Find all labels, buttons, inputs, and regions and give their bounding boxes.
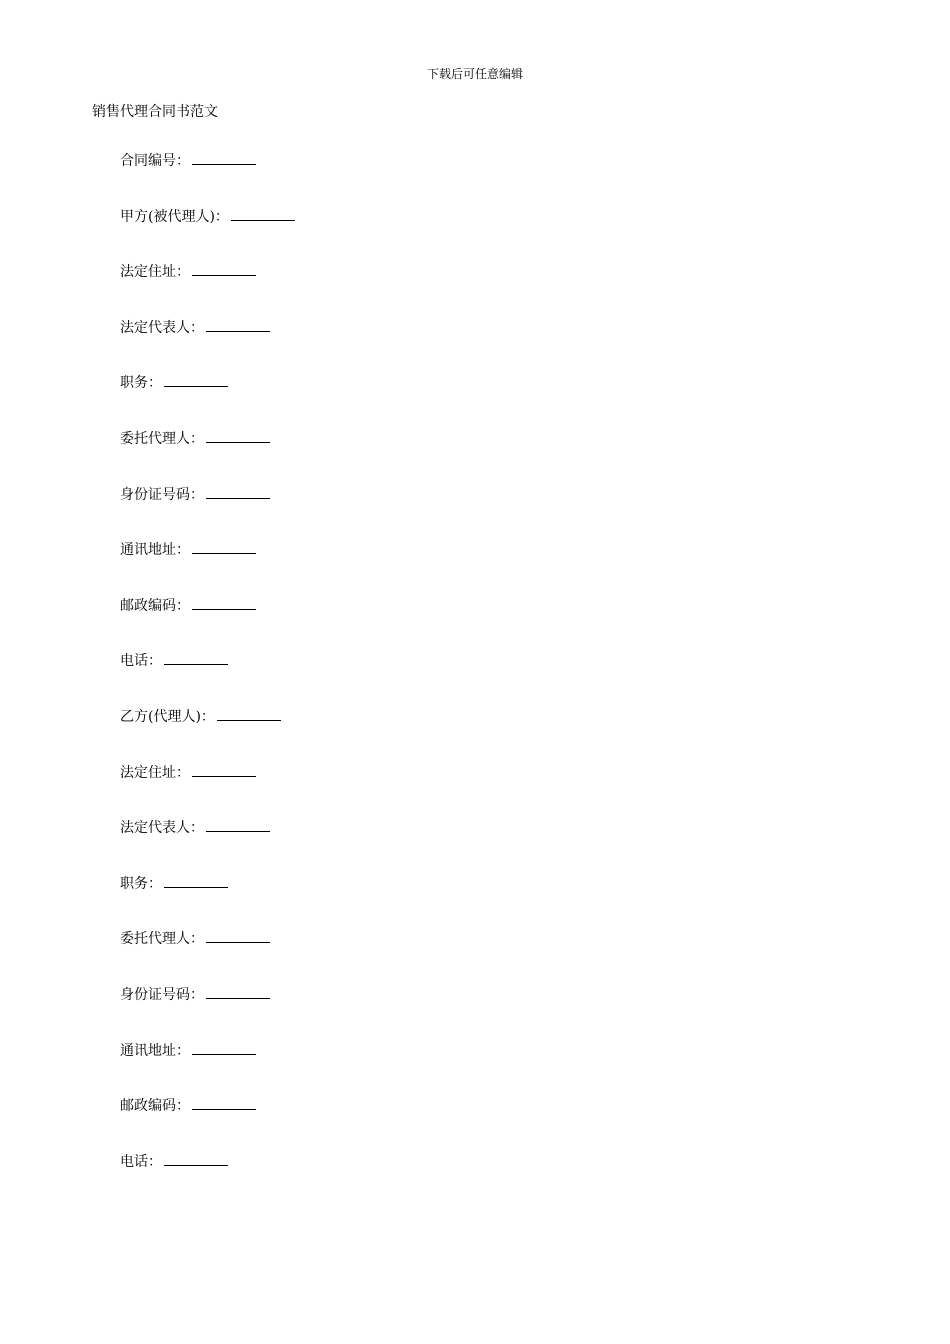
field-party-b-phone (120, 1151, 295, 1207)
field-party-a (120, 206, 295, 262)
field-blank (192, 150, 256, 165)
field-party-b-position (120, 873, 295, 929)
contract-field-list (120, 150, 295, 1206)
field-blank (206, 817, 270, 832)
field-label: 法定住址： (120, 264, 190, 281)
field-party-b-id (120, 984, 295, 1040)
field-blank (164, 1151, 228, 1166)
field-party-b-address (120, 762, 295, 818)
field-party-b-representative (120, 817, 295, 873)
field-label: 电话： (120, 1153, 162, 1170)
field-party-a-agent (120, 428, 295, 484)
field-label: 法定代表人： (120, 319, 204, 336)
field-label: 职务： (120, 375, 162, 392)
field-blank (206, 428, 270, 443)
field-party-a-mail-address (120, 539, 295, 595)
field-blank (206, 317, 270, 332)
field-label: 法定住址： (120, 764, 190, 781)
field-party-a-phone (120, 650, 295, 706)
field-label: 通讯地址： (120, 1042, 190, 1059)
field-label: 职务： (120, 875, 162, 892)
header-note: 下载后可任意编辑 (426, 67, 523, 81)
field-label: 委托代理人： (120, 931, 204, 948)
field-label: 法定代表人： (120, 820, 204, 837)
field-blank (231, 206, 295, 221)
field-party-a-postcode (120, 595, 295, 651)
field-blank (206, 928, 270, 943)
field-label: 甲方(被代理人)： (120, 208, 229, 225)
field-blank (192, 261, 256, 276)
field-party-a-address (120, 261, 295, 317)
field-blank (192, 762, 256, 777)
field-party-b-postcode (120, 1095, 295, 1151)
field-label: 邮政编码： (120, 597, 190, 614)
field-label: 身份证号码： (120, 986, 204, 1003)
field-label: 通讯地址： (120, 542, 190, 559)
field-blank (164, 650, 228, 665)
field-party-a-representative (120, 317, 295, 373)
field-party-a-position (120, 372, 295, 428)
field-label: 合同编号： (120, 153, 190, 169)
field-party-b (120, 706, 295, 762)
field-label: 委托代理人： (120, 430, 204, 447)
field-label: 乙方(代理人)： (120, 708, 215, 725)
field-party-a-id (120, 484, 295, 540)
field-blank (206, 984, 270, 999)
field-blank (217, 706, 281, 721)
field-label: 身份证号码： (120, 486, 204, 503)
field-blank (206, 484, 270, 499)
field-blank (192, 1040, 256, 1055)
field-blank (164, 372, 228, 387)
field-blank (164, 873, 228, 888)
field-blank (192, 1095, 256, 1110)
field-label: 电话： (120, 653, 162, 670)
field-party-b-agent (120, 928, 295, 984)
field-blank (192, 539, 256, 554)
document-title: 销售代理合同书范文 (92, 104, 218, 120)
field-party-b-mail-address (120, 1040, 295, 1096)
field-contract-number (120, 150, 295, 206)
field-blank (192, 595, 256, 610)
field-label: 邮政编码： (120, 1098, 190, 1115)
